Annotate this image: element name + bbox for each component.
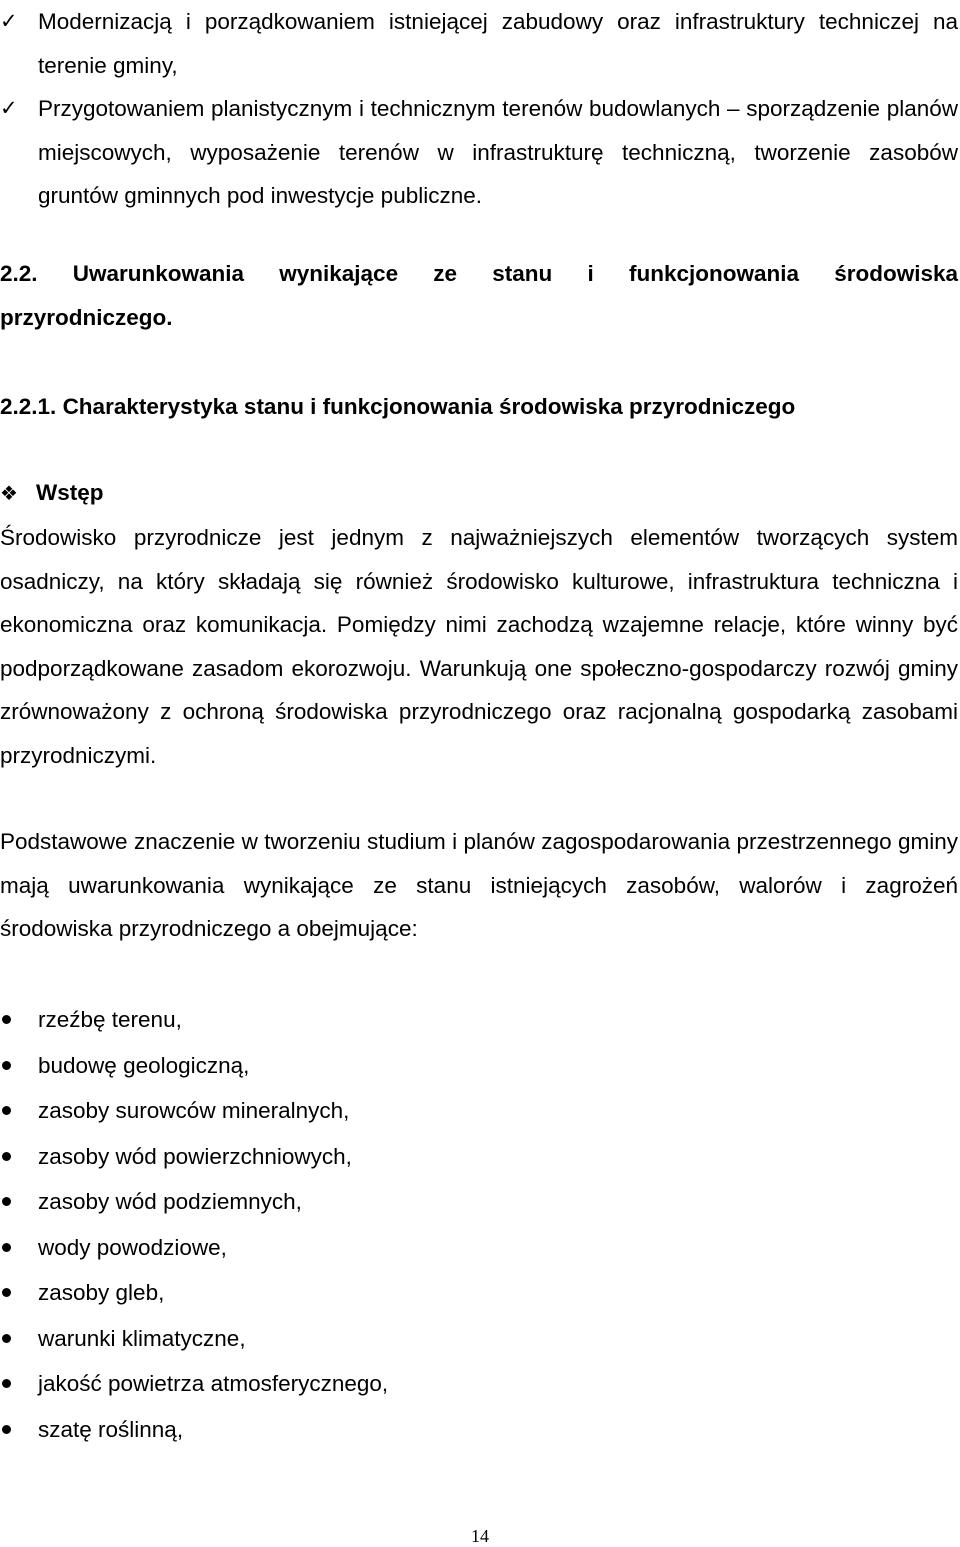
list-item-text: zasoby wód powierzchniowych, bbox=[38, 1143, 352, 1169]
list-item-text: zasoby wód podziemnych, bbox=[38, 1189, 302, 1214]
diamond-icon: ❖ bbox=[0, 481, 18, 505]
list-item bbox=[0, 1407, 388, 1453]
checklist-item bbox=[0, 87, 958, 218]
bullet-dot-icon bbox=[2, 1061, 11, 1070]
subsection-heading bbox=[0, 385, 958, 429]
bullet-dot-icon bbox=[2, 1243, 11, 1252]
subsection-number: 2.2.1. bbox=[0, 394, 57, 419]
list-item bbox=[0, 1225, 388, 1271]
list-item bbox=[0, 1270, 388, 1316]
bullet-dot-icon bbox=[2, 1197, 11, 1206]
section-heading bbox=[0, 252, 958, 339]
checklist-item bbox=[0, 0, 958, 87]
bullet-dot-icon bbox=[2, 1288, 11, 1297]
list-item bbox=[0, 1088, 388, 1134]
list-item-text: budowę geologiczną, bbox=[38, 1052, 250, 1078]
subsection-title: Charakterystyka stanu i funkcjonowania środowiska przyrodniczego bbox=[62, 394, 796, 419]
bullet-dot-icon bbox=[2, 1152, 11, 1161]
list-item bbox=[0, 997, 388, 1043]
list-item-text: jakość powietrza atmosferycznego, bbox=[38, 1371, 389, 1396]
checklist bbox=[0, 0, 958, 218]
checkmark-icon: ✓ bbox=[0, 96, 18, 120]
list-item bbox=[0, 1043, 388, 1089]
list-item-text: rzeźbę terenu, bbox=[38, 1007, 182, 1032]
bullet-list bbox=[0, 997, 388, 1452]
list-item-text: zasoby gleb, bbox=[38, 1280, 165, 1305]
bullet-dot-icon bbox=[2, 1106, 11, 1115]
page-number: 14 bbox=[471, 1526, 489, 1546]
intro-heading-text: Wstęp bbox=[36, 480, 104, 505]
checkmark-icon: ✓ bbox=[0, 9, 18, 33]
checklist-item-text: Modernizacją i porządkowaniem istniejącej zabudowy oraz infrastruktury techniczej na terenie gminy, bbox=[38, 9, 958, 78]
list-item bbox=[0, 1316, 388, 1362]
paragraph: Środowisko przyrodnicze jest jednym z najważniejszych elementów tworzących system osadniczy, na który składają się również środowisko kulturowe, infrastruktura techniczna i ekonomiczna oraz komunikacja. Pomiędzy nimi zachodzą wzajemne relacje, które winny być podporządkowane zasadom ekorozwoju. Warunkują one społeczno-gospodarczy rozwój gminy zrównoważony z ochroną środowiska przyrodniczego oraz racjonalną gospodarką zasobami przyrodniczymi. bbox=[0, 525, 958, 768]
bullet-dot-icon bbox=[2, 1015, 11, 1024]
section-title: Uwarunkowania wynikające ze stanu i funkcjonowania środowiska przyrodniczego. bbox=[0, 261, 958, 330]
list-item-text: warunki klimatyczne, bbox=[38, 1325, 246, 1351]
list-item-text: szatę roślinną, bbox=[38, 1416, 184, 1442]
bullet-dot-icon bbox=[2, 1425, 11, 1434]
list-item bbox=[0, 1179, 388, 1225]
list-item bbox=[0, 1134, 388, 1180]
checklist-item-text: Przygotowaniem planistycznym i technicznym terenów budowlanych – sporządzenie planów miejscowych, wyposażenie terenów w infrastrukturę techniczną, tworzenie zasobów gruntów gminnych pod inwestycje publiczne. bbox=[38, 96, 958, 208]
list-item-text: wody powodziowe, bbox=[38, 1234, 227, 1260]
bullet-dot-icon bbox=[2, 1334, 11, 1343]
intro-heading bbox=[0, 471, 104, 516]
section-number: 2.2. bbox=[0, 261, 38, 286]
bullet-dot-icon bbox=[2, 1379, 11, 1388]
paragraph: Podstawowe znaczenie w tworzeniu studium i planów zagospodarowania przestrzennego gminy mają uwarunkowania wynikające ze stanu istniejących zasobów, walorów i zagrożeń środowiska przyrodniczego a obejmujące: bbox=[0, 829, 958, 942]
list-item-text: zasoby surowców mineralnych, bbox=[38, 1098, 350, 1123]
list-item bbox=[0, 1361, 388, 1407]
